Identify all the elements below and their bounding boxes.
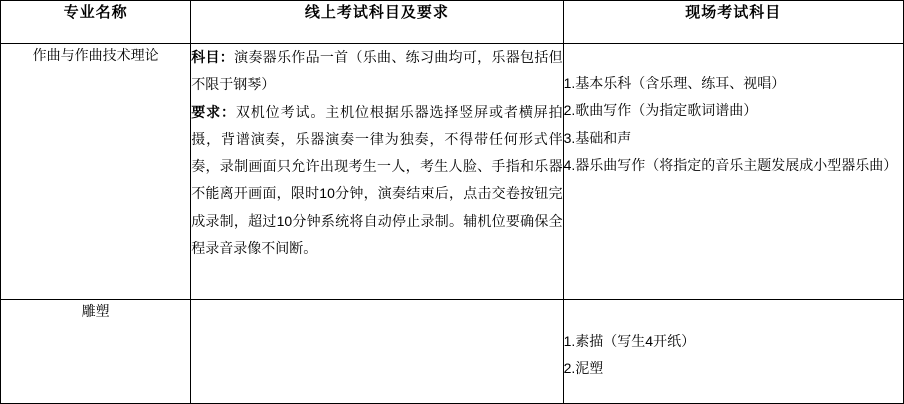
onsite-spacer (564, 300, 903, 328)
cell-online-requirements (191, 44, 563, 300)
list-item: 2.歌曲写作（为指定歌词谱曲） (563, 102, 758, 119)
column-header-online: 线上考试科目及要求 (191, 1, 563, 44)
table-body (1, 44, 904, 404)
table-row (1, 300, 904, 404)
column-header-major: 专业名称 (1, 1, 191, 44)
cell-onsite-subjects (563, 44, 903, 300)
list-item: 2.泥塑 (563, 360, 604, 377)
online-subject-paragraph (191, 44, 562, 99)
cell-online-requirements (191, 300, 563, 404)
cell-major-name: 作曲与作曲技术理论 (1, 44, 191, 300)
online-requirement-label: 要求： (191, 103, 236, 120)
list-item: 4.器乐曲写作（将指定的音乐主题发展成小型器乐曲） (563, 156, 898, 173)
online-requirement-text: 双机位考试。主机位根据乐器选择竖屏或者横屏拍摄，背谱演奏，乐器演奏一律为独奏，不得带任何形式伴奏，录制画面只允许出现考生一人，考生人脸、手指和乐器不能离开画面，限时10分钟，演奏结束后，点击交卷按钮完成录制，超过10分钟系统将自动停止录制。辅机位要确保全程录音录像不间断。 (191, 103, 563, 257)
table-row (1, 44, 904, 300)
online-requirement-paragraph (191, 99, 562, 263)
list-item: 3.基础和声 (563, 129, 632, 146)
online-subject-text: 演奏器乐作品一首（乐曲、练习曲均可，乐器包括但不限于钢琴） (191, 49, 563, 93)
onsite-spacer (564, 44, 903, 70)
list-item: 1.素描（写生4开纸） (563, 333, 696, 349)
list-item: 1.基本乐科（含乐理、练耳、视唱） (563, 75, 786, 91)
table-header (1, 1, 904, 44)
column-header-onsite: 现场考试科目 (563, 1, 903, 44)
cell-onsite-subjects (563, 300, 903, 404)
table-header-row (1, 1, 904, 44)
cell-major-name: 雕塑 (1, 300, 191, 404)
online-subject-label: 科目： (191, 49, 235, 65)
